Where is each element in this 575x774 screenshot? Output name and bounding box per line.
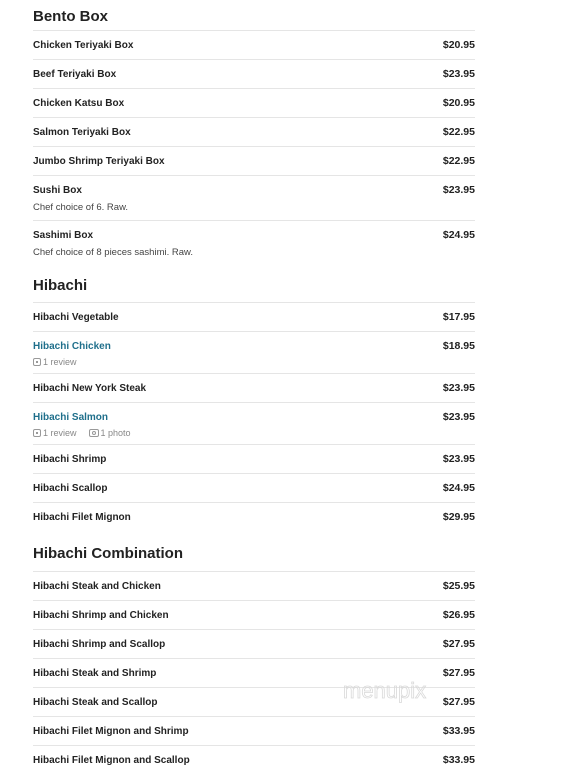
item-name: Sashimi Box <box>33 230 94 241</box>
item-description: Chef choice of 8 pieces sashimi. Raw. <box>33 247 193 258</box>
menu-item[interactable] <box>33 629 475 658</box>
item-description: Chef choice of 6. Raw. <box>33 202 129 213</box>
menu-item[interactable] <box>33 117 475 146</box>
menu-item[interactable] <box>33 402 475 444</box>
menu-item[interactable] <box>33 571 475 600</box>
review-count-label: 1 review <box>43 357 77 367</box>
item-price: $33.95 <box>442 725 475 737</box>
review-count-label: 1 review <box>43 428 77 438</box>
item-price: $26.95 <box>442 609 475 621</box>
photo-count-label: 1 photo <box>100 428 131 438</box>
item-price: $23.95 <box>442 453 475 465</box>
item-name: Hibachi Steak and Scallop <box>33 697 158 708</box>
item-name: Hibachi Shrimp <box>33 454 107 465</box>
menu-item[interactable] <box>33 331 475 373</box>
menu-item[interactable] <box>33 88 475 117</box>
review-count[interactable] <box>33 357 77 367</box>
item-name: Hibachi Shrimp and Scallop <box>33 639 166 650</box>
item-price: $22.95 <box>442 155 475 167</box>
review-icon <box>33 358 41 366</box>
menu-item[interactable] <box>33 146 475 175</box>
item-price: $27.95 <box>442 667 475 679</box>
item-price: $23.95 <box>442 382 475 394</box>
menu-item[interactable] <box>33 30 475 59</box>
menu <box>33 0 475 774</box>
item-price: $23.95 <box>442 68 475 80</box>
item-name: Hibachi Vegetable <box>33 312 119 323</box>
photo-count[interactable] <box>89 428 131 438</box>
item-name: Chicken Katsu Box <box>33 98 125 109</box>
item-name-link[interactable]: Hibachi Chicken <box>33 341 111 352</box>
item-price: $24.95 <box>442 482 475 494</box>
item-name: Salmon Teriyaki Box <box>33 127 131 138</box>
item-name: Hibachi Filet Mignon and Shrimp <box>33 726 189 737</box>
review-count[interactable] <box>33 428 77 438</box>
menu-item[interactable] <box>33 687 475 716</box>
section-title: Hibachi <box>33 277 88 294</box>
item-name: Hibachi Filet Mignon and Scallop <box>33 755 190 766</box>
item-name: Hibachi Shrimp and Chicken <box>33 610 169 621</box>
item-name: Hibachi Scallop <box>33 483 108 494</box>
menu-item[interactable] <box>33 658 475 687</box>
item-price: $22.95 <box>442 126 475 138</box>
camera-icon <box>89 429 99 437</box>
review-icon <box>33 429 41 437</box>
menu-item[interactable] <box>33 473 475 502</box>
menu-item[interactable] <box>33 59 475 88</box>
item-name: Hibachi Steak and Chicken <box>33 581 161 592</box>
item-name-link[interactable]: Hibachi Salmon <box>33 412 109 423</box>
item-name: Hibachi Filet Mignon <box>33 512 131 523</box>
item-name: Sushi Box <box>33 185 82 196</box>
item-name: Hibachi New York Steak <box>33 383 147 394</box>
item-price: $24.95 <box>442 229 475 241</box>
menu-item[interactable] <box>33 220 475 265</box>
item-price: $17.95 <box>442 311 475 323</box>
item-name: Beef Teriyaki Box <box>33 69 117 80</box>
item-price: $23.95 <box>442 411 475 423</box>
section-title: Bento Box <box>33 8 108 25</box>
menu-item[interactable] <box>33 175 475 220</box>
item-price: $25.95 <box>442 580 475 592</box>
menu-item[interactable] <box>33 600 475 629</box>
item-name: Chicken Teriyaki Box <box>33 40 134 51</box>
section-title: Hibachi Combination <box>33 545 183 562</box>
menu-item[interactable] <box>33 373 475 402</box>
item-name: Hibachi Steak and Shrimp <box>33 668 157 679</box>
item-price: $20.95 <box>442 39 475 51</box>
item-name: Jumbo Shrimp Teriyaki Box <box>33 156 165 167</box>
item-price: $18.95 <box>442 340 475 352</box>
item-price: $29.95 <box>442 511 475 523</box>
menu-item[interactable] <box>33 502 475 531</box>
menu-item[interactable] <box>33 716 475 745</box>
item-price: $33.95 <box>442 754 475 766</box>
watermark-text: menupix <box>343 678 427 703</box>
menu-item[interactable] <box>33 302 475 331</box>
item-price: $23.95 <box>442 184 475 196</box>
item-price: $27.95 <box>442 696 475 708</box>
menu-item[interactable] <box>33 444 475 473</box>
item-price: $20.95 <box>442 97 475 109</box>
item-price: $27.95 <box>442 638 475 650</box>
menu-item[interactable] <box>33 745 475 774</box>
